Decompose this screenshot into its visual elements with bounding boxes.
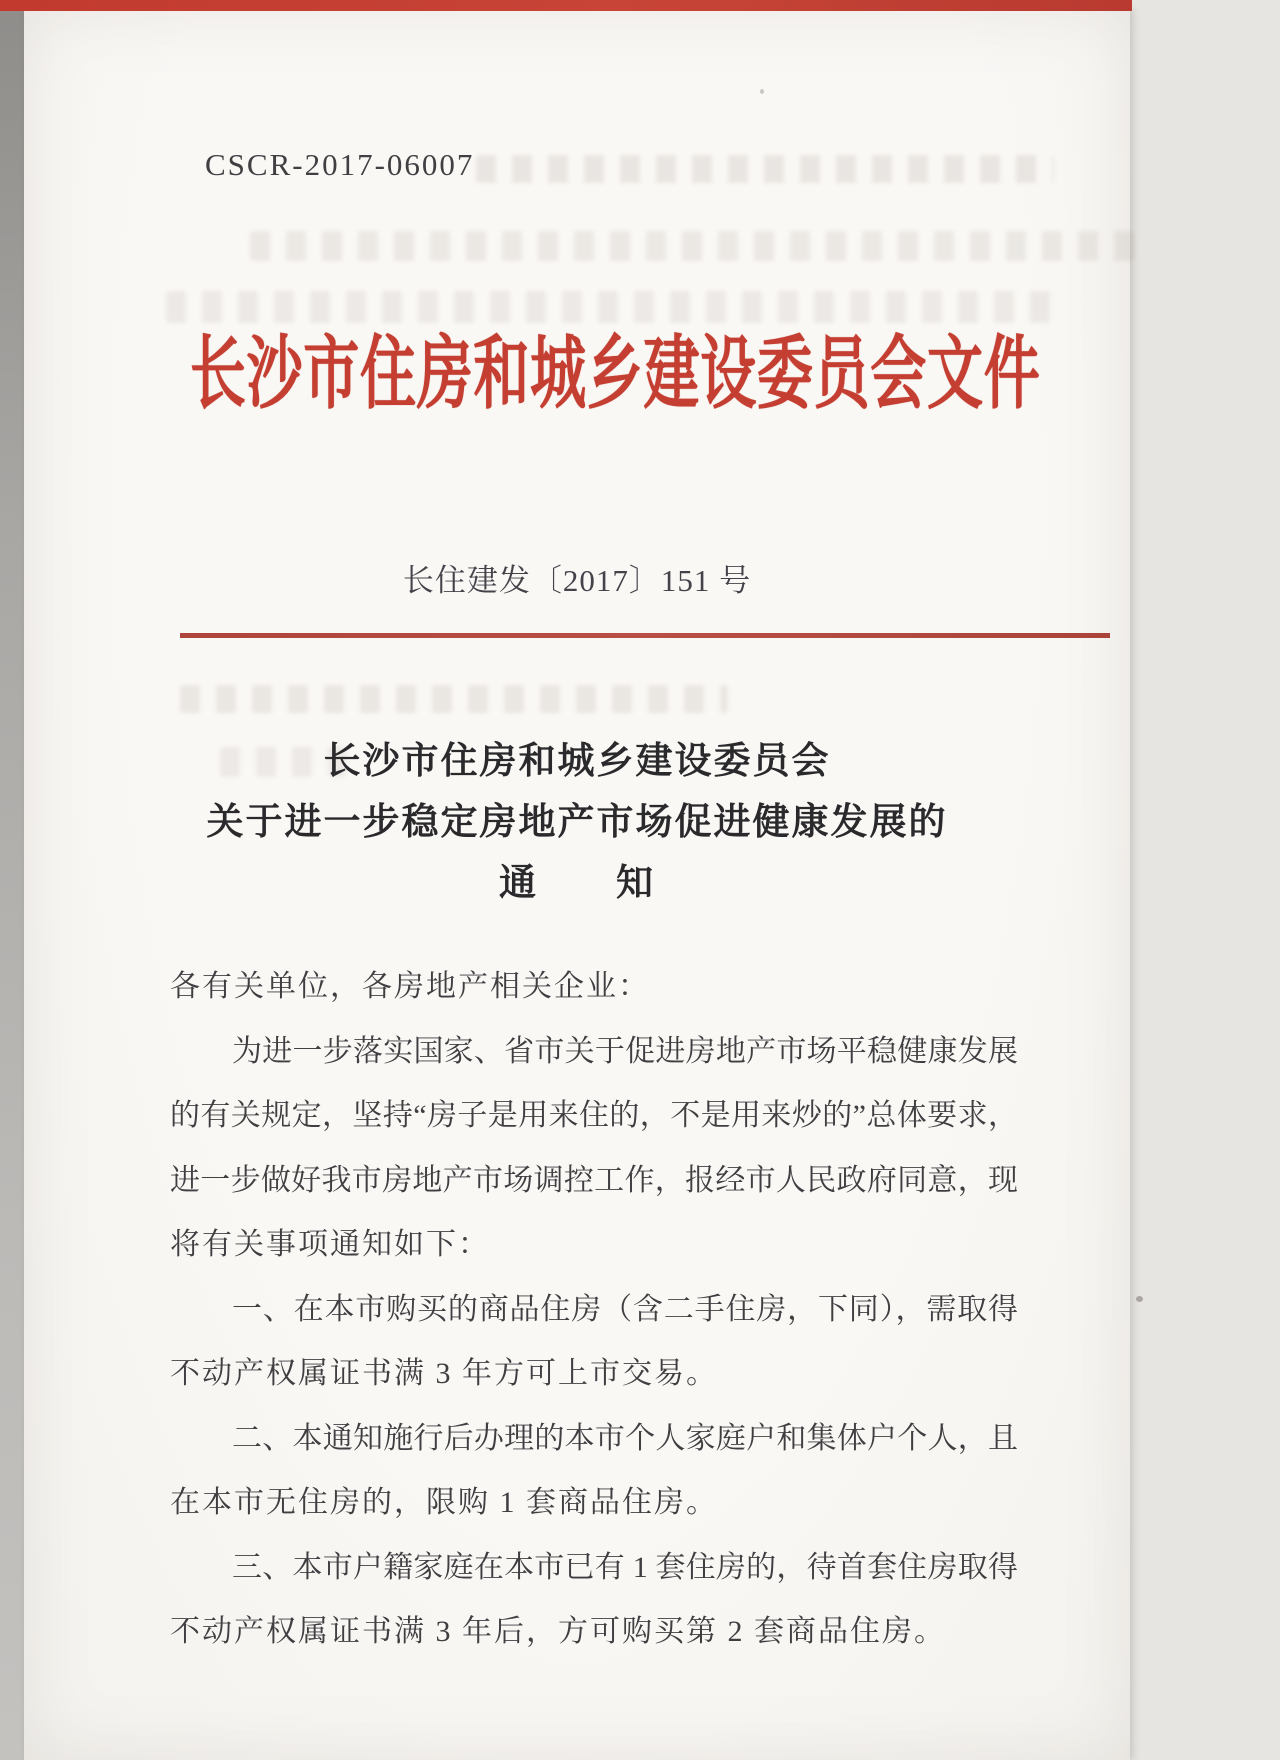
body-line: 不动产权属证书满 3 年方可上市交易。	[170, 1357, 718, 1390]
notice-title-line: 长沙市住房和城乡建设委员会	[323, 741, 831, 782]
bleedthrough-text-row	[476, 155, 1054, 183]
notice-title-line: 关于进一步稳定房地产市场促进健康发展的	[206, 802, 948, 843]
notice-title-line: 通 知	[499, 863, 655, 904]
body-line: 进一步做好我市房地产市场调控工作，报经市人民政府同意，现	[170, 1163, 1018, 1197]
scan-left-shadow	[0, 0, 24, 1760]
body-line: 将有关事项通知如下：	[170, 1228, 490, 1261]
body-line: 二、本通知施行后办理的本市个人家庭户和集体户个人，且	[232, 1421, 1018, 1455]
body-line: 为进一步落实国家、省市关于促进房地产市场平稳健康发展	[232, 1034, 1018, 1068]
salutation-line: 各有关单位，各房地产相关企业：	[170, 970, 650, 1003]
doc-reference-code: CSCR-2017-06007	[205, 147, 475, 182]
page-top-red-edge	[0, 0, 1132, 11]
body-line: 在本市无住房的，限购 1 套商品住房。	[170, 1486, 718, 1519]
bleedthrough-text-row	[180, 685, 728, 713]
red-divider-line	[180, 633, 1110, 638]
agency-banner-title: 长沙市住房和城乡建设委员会文件	[189, 331, 1041, 419]
body-line: 不动产权属证书满 3 年后，方可购买第 2 套商品住房。	[170, 1615, 946, 1648]
bleedthrough-text-row	[166, 291, 1066, 323]
body-line: 三、本市户籍家庭在本市已有 1 套住房的，待首套住房取得	[232, 1550, 1018, 1584]
scan-speck	[760, 89, 764, 94]
body-line: 一、在本市购买的商品住房（含二手住房，下同），需取得	[232, 1292, 1018, 1326]
body-line: 的有关规定，坚持“房子是用来住的，不是用来炒的”总体要求，	[170, 1099, 1018, 1132]
document-page	[24, 9, 1130, 1760]
doc-number: 长住建发〔2017〕151 号	[402, 563, 752, 598]
bleedthrough-text-row	[250, 231, 1134, 261]
notice-body	[170, 955, 1018, 1665]
scan-speck	[1136, 1296, 1143, 1302]
notice-title-block	[24, 731, 1130, 914]
